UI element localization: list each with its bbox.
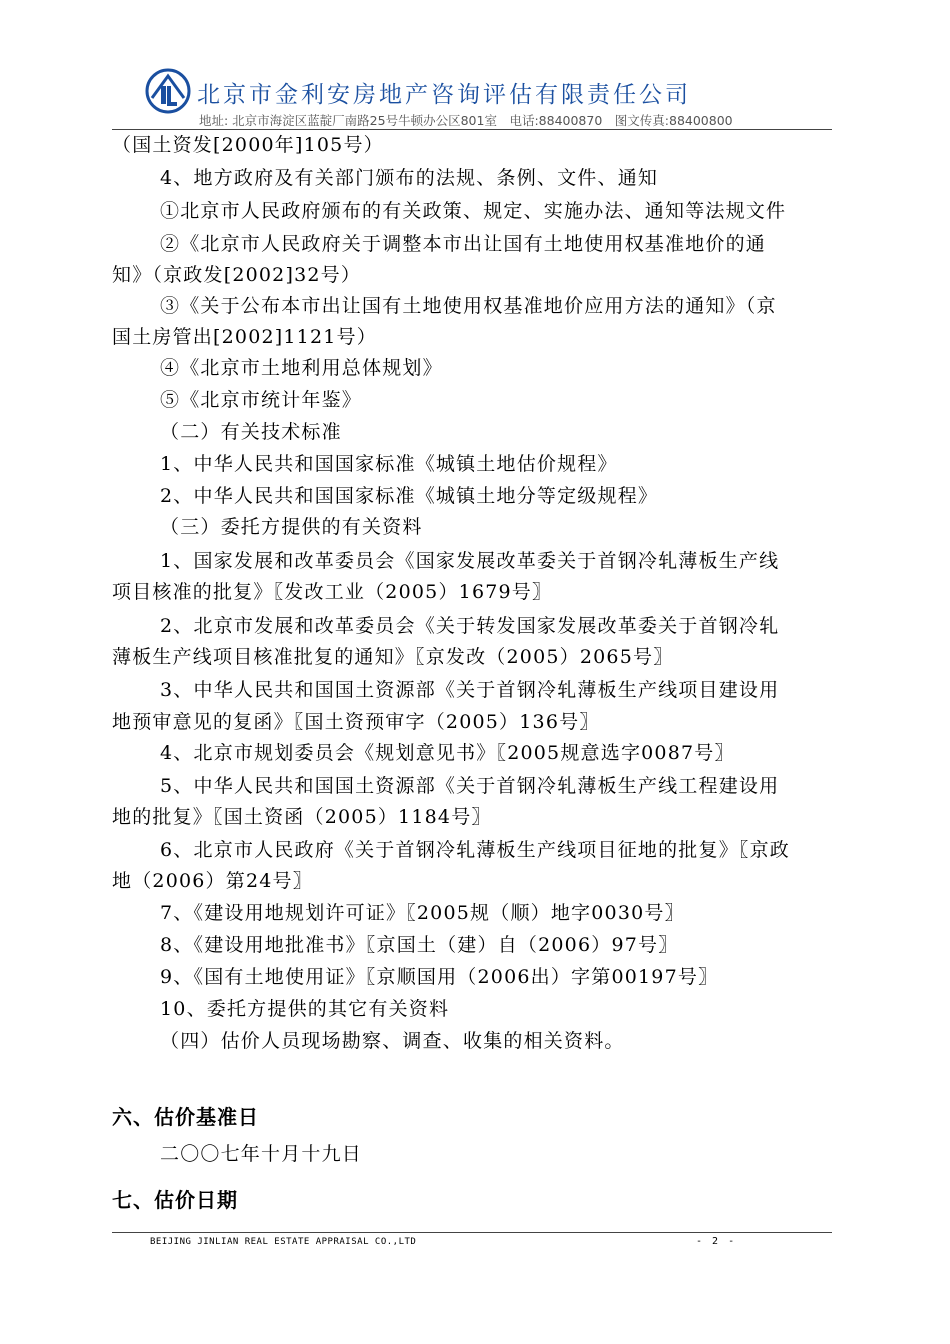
- text-line: 3、中华人民共和国国土资源部《关于首钢冷轧薄板生产线项目建设用: [160, 679, 780, 701]
- text-line: ④《北京市土地利用总体规划》: [160, 357, 443, 379]
- text-line: 地的批复》〖国土资函（2005）1184号〗: [112, 806, 492, 828]
- text-line: 地（2006）第24号〗: [112, 870, 313, 892]
- text-line: 5、中华人民共和国国土资源部《关于首钢冷轧薄板生产线工程建设用: [160, 775, 780, 797]
- page-header: [0, 0, 950, 140]
- text-line: （二）有关技术标准: [160, 421, 342, 443]
- text-line: （四）估价人员现场勘察、调查、收集的相关资料。: [160, 1030, 625, 1052]
- footer-company: BEIJING JINLIAN REAL ESTATE APPRAISAL CO.,LTD: [150, 1237, 417, 1247]
- text-line: 10、委托方提供的其它有关资料: [160, 998, 450, 1020]
- text-line: ②《北京市人民政府关于调整本市出让国有土地使用权基准地价的通: [160, 233, 767, 255]
- text-line: 2、北京市发展和改革委员会《关于转发国家发展改革委关于首钢冷轧: [160, 615, 780, 637]
- text-line: 7、《建设用地规划许可证》〖2005规（顺）地字0030号〗: [160, 902, 685, 924]
- text-line: 4、北京市规划委员会《规划意见书》〖2005规意选字0087号〗: [160, 742, 735, 764]
- text-line: 1、中华人民共和国国家标准《城镇土地估价规程》: [160, 453, 618, 475]
- text-line: 8、《建设用地批准书》〖京国土（建）自（2006）97号〗: [160, 934, 679, 956]
- page-number: - 2 -: [696, 1236, 737, 1247]
- header-divider: [112, 129, 832, 130]
- text-line: 国土房管出[2002]1121号）: [112, 326, 377, 348]
- text-line: 4、地方政府及有关部门颁布的法规、条例、文件、通知: [160, 167, 659, 189]
- text-line: ③《关于公布本市出让国有土地使用权基准地价应用方法的通知》（京: [160, 295, 777, 317]
- section-heading: 七、估价日期: [112, 1188, 238, 1212]
- text-line: 9、《国有土地使用证》〖京顺国用（2006出）字第00197号〗: [160, 966, 719, 988]
- company-name: 北京市金利安房地产咨询评估有限责任公司: [197, 82, 691, 108]
- text-line: 地预审意见的复函》〖国土资预审字（2005）136号〗: [112, 711, 600, 733]
- text-line: 2、中华人民共和国国家标准《城镇土地分等定级规程》: [160, 485, 659, 507]
- company-logo-icon: [145, 68, 191, 114]
- text-line: 薄板生产线项目核准批复的通知》〖京发改（2005）2065号〗: [112, 646, 674, 668]
- text-line: 知》（京政发[2002]32号）: [112, 264, 362, 286]
- text-line: ①北京市人民政府颁布的有关政策、规定、实施办法、通知等法规文件: [160, 200, 787, 222]
- text-line: （三）委托方提供的有关资料: [160, 516, 423, 538]
- section-heading: 六、估价基准日: [112, 1105, 259, 1129]
- text-line: 6、北京市人民政府《关于首钢冷轧薄板生产线项目征地的批复》〖京政: [160, 839, 790, 861]
- text-line: （国土资发[2000年]105号）: [112, 134, 384, 156]
- text-line: 1、国家发展和改革委员会《国家发展改革委关于首钢冷轧薄板生产线: [160, 550, 780, 572]
- footer-divider: [112, 1232, 832, 1233]
- company-address: 地址: 北京市海淀区蓝靛厂南路25号牛顿办公区801室 电话:88400870 图文传真:88400800: [199, 113, 733, 128]
- text-line: 二〇〇七年十月十九日: [160, 1143, 363, 1165]
- text-line: ⑤《北京市统计年鉴》: [160, 389, 363, 411]
- text-line: 项目核准的批复》〖发改工业（2005）1679号〗: [112, 581, 553, 603]
